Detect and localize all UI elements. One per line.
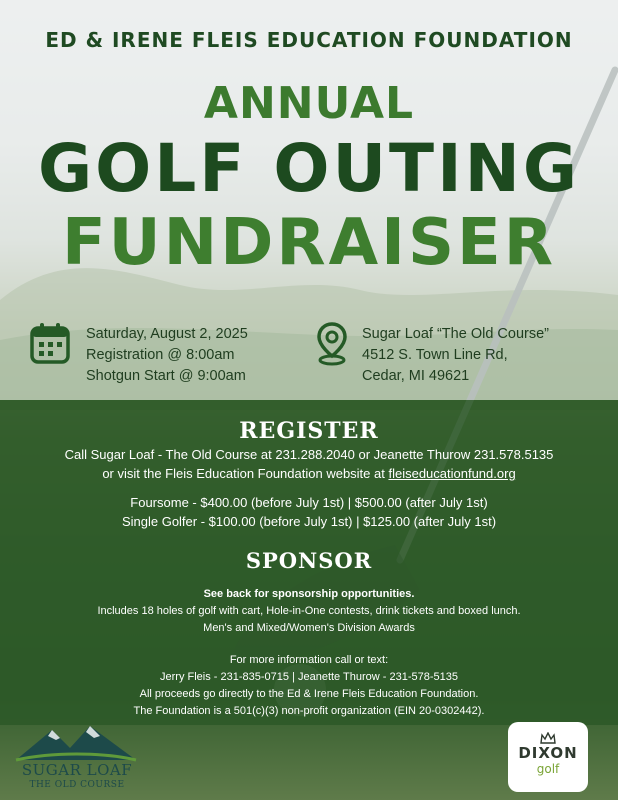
dixon-golf-logo [508, 722, 588, 792]
title-fundraiser: FUNDRAISER [61, 206, 557, 280]
sponsor-awards: Men's and Mixed/Women's Division Awards [203, 622, 415, 634]
title-annual: ANNUAL [203, 78, 415, 129]
dixon-golf-text: golf [536, 762, 560, 776]
crown-icon [540, 732, 556, 744]
sponsor-includes: Includes 18 holes of golf with cart, Hole-in-One contests, drink tickets and boxed lunch. [97, 605, 521, 617]
contact-numbers: Jerry Fleis - 231-835-0715 | Jeanette Thurow - 231-578-5135 [160, 671, 458, 683]
sponsor-see-back: See back for sponsorship opportunities. [203, 588, 415, 600]
event-date: Saturday, August 2, 2025 [86, 326, 248, 342]
website-prefix: or visit the Fleis Education Foundation website at [102, 466, 389, 481]
location-pin-icon [316, 322, 348, 371]
sugar-loaf-logo-text: SUGAR LOAF [21, 761, 133, 779]
register-heading: REGISTER [239, 418, 379, 444]
register-call-line: Call Sugar Loaf - The Old Course at 231.288.2040 or Jeanette Thurow 231.578.5135 [64, 447, 554, 462]
old-course-logo-text: THE OLD COURSE [29, 780, 125, 790]
event-location-block [362, 324, 549, 387]
nonprofit-note: The Foundation is a 501(c)(3) non-profit organization (EIN 20-0302442). [133, 705, 485, 717]
dixon-logo-text: DIXON [518, 744, 578, 762]
website-link[interactable]: fleiseducationfund.org [388, 466, 516, 481]
proceeds-note: All proceeds go directly to the Ed & Irene Fleis Education Foundation. [139, 688, 479, 700]
register-website-line [0, 465, 618, 483]
shotgun-start-time: Shotgun Start @ 9:00am [86, 368, 246, 384]
foursome-price: Foursome - $400.00 (before July 1st) | $500.00 (after July 1st) [130, 495, 488, 510]
sponsor-heading: SPONSOR [245, 548, 373, 573]
address-line-2: Cedar, MI 49621 [362, 368, 470, 384]
event-date-block [86, 324, 248, 387]
registration-time: Registration @ 8:00am [86, 347, 235, 363]
organization-name: ED & IRENE FLEIS EDUCATION FOUNDATION [45, 28, 573, 52]
calendar-icon [30, 322, 70, 369]
more-info-label: For more information call or text: [229, 654, 389, 666]
address-line-1: 4512 S. Town Line Rd, [362, 347, 508, 363]
single-golfer-price: Single Golfer - $100.00 (before July 1st) | $125.00 (after July 1st) [121, 514, 497, 529]
title-golf-outing: GOLF OUTING [37, 130, 581, 207]
venue-name: Sugar Loaf “The Old Course” [362, 326, 549, 342]
